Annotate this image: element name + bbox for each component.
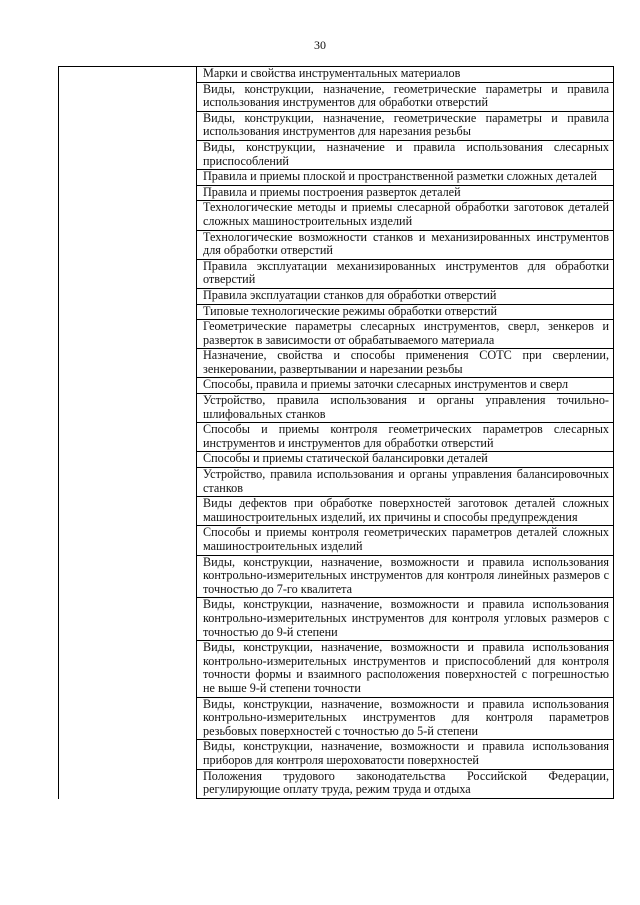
table-row: Технологические методы и приемы слесарной обработки заготовок деталей сложных машиностроительных изделий (197, 201, 613, 230)
table-row: Способы и приемы контроля геометрических параметров слесарных инструментов и инструментов для обработки отверстий (197, 423, 613, 452)
table-row: Виды, конструкции, назначение, возможности и правила использования приборов для контроля шероховатости поверхностей (197, 740, 613, 769)
table-row: Виды, конструкции, назначение, геометрические параметры и правила использования инструментов для обработки отверстий (197, 83, 613, 112)
table-row: Виды дефектов при обработке поверхностей заготовок деталей сложных машиностроительных изделий, их причины и способы предупреждения (197, 497, 613, 526)
table-row: Виды, конструкции, назначение, возможности и правила использования контрольно-измерительных инструментов для контроля параметров резьбовых поверхностей с точностью до 5-й степени (197, 698, 613, 741)
table-row: Виды, конструкции, назначение, возможности и правила использования контрольно-измерительных инструментов для контроля угловых размеров с точностью до 9-й степени (197, 598, 613, 641)
table-row: Способы и приемы контроля геометрических параметров деталей сложных машиностроительных изделий (197, 526, 613, 555)
table-row: Виды, конструкции, назначение, геометрические параметры и правила использования инструментов для нарезания резьбы (197, 112, 613, 141)
table-row: Виды, конструкции, назначение, возможности и правила использования контрольно-измерительных инструментов для контроля линейных размеров с точностью до 7-го квалитета (197, 556, 613, 599)
table-row: Марки и свойства инструментальных материалов (197, 67, 613, 83)
requirements-table (58, 66, 614, 799)
table-row: Способы и приемы статической балансировки деталей (197, 452, 613, 468)
table-row: Правила эксплуатации механизированных инструментов для обработки отверстий (197, 260, 613, 289)
table-row: Устройство, правила использования и органы управления точильно-шлифовальных станков (197, 394, 613, 423)
table-rows (197, 67, 613, 799)
table-row: Виды, конструкции, назначение, возможности и правила использования контрольно-измерительных инструментов и приспособлений для контроля точности формы и взаимного расположения поверхностей с погрешностью не выше 9-й степени точности (197, 641, 613, 697)
table-row: Способы, правила и приемы заточки слесарных инструментов и сверл (197, 378, 613, 394)
table-row: Положения трудового законодательства Российской Федерации, регулирующие оплату труда, режим труда и отдыха (197, 770, 613, 799)
empty-left-column (59, 67, 197, 799)
table-row: Виды, конструкции, назначение и правила использования слесарных приспособлений (197, 141, 613, 170)
table-row: Типовые технологические режимы обработки отверстий (197, 305, 613, 321)
table-row: Устройство, правила использования и органы управления балансировочных станков (197, 468, 613, 497)
page-number: 30 (314, 38, 326, 52)
table-row: Правила и приемы построения разверток деталей (197, 186, 613, 202)
table-row: Технологические возможности станков и механизированных инструментов для обработки отверстий (197, 231, 613, 260)
table-row: Назначение, свойства и способы применения СОТС при сверлении, зенкеровании, развертывании и нарезании резьбы (197, 349, 613, 378)
table-row: Правила эксплуатации станков для обработки отверстий (197, 289, 613, 305)
table-row: Правила и приемы плоской и пространственной разметки сложных деталей (197, 170, 613, 186)
table-row: Геометрические параметры слесарных инструментов, сверл, зенкеров и разверток в зависимости от обрабатываемого материала (197, 320, 613, 349)
